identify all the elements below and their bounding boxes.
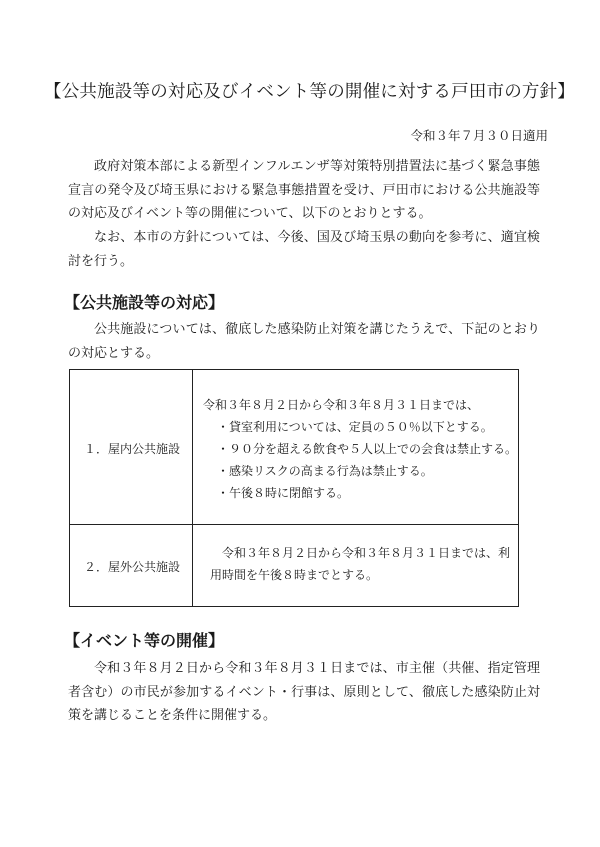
outdoor-facility-policy: 令和３年８月２日から令和３年８月３１日までは、利用時間を午後８時までとする。 (210, 546, 511, 582)
indoor-facility-policy (203, 394, 518, 504)
events-text: 令和３年８月２日から令和３年８月３１日までは、市主催（共催、指定管理者含む）の市民が参加するイベント・行事は、原則として、徹底した感染防止対策を講じることを条件に開催する。 (68, 661, 540, 723)
effective-date: 令和３年７月３０日適用 (410, 128, 548, 143)
indoor-policy-list (203, 416, 518, 504)
table-row-divider (70, 524, 518, 525)
indoor-policy-lead: 令和３年８月２日から令和３年８月３１日までは、 (203, 398, 480, 412)
intro-paragraph-2: なお、本市の方針については、今後、国及び埼玉県の動向を参考に、適宜検討を行う。 (68, 230, 540, 269)
indoor-policy-item: ・感染リスクの高まる行為は禁止する。 (217, 464, 433, 478)
indoor-facility-label: １．屋内公共施設 (84, 442, 181, 456)
indoor-policy-item: ・午後８時に閉館する。 (217, 486, 350, 500)
events-heading: 【イベント等の開催】 (64, 631, 225, 650)
document-title: 【公共施設等の対応及びイベント等の開催に対する戸田市の方針】 (44, 82, 575, 102)
table-column-divider (192, 370, 193, 606)
facilities-heading: 【公共施設等の対応】 (64, 293, 225, 312)
facilities-table (69, 369, 519, 607)
intro-paragraph-1: 政府対策本部による新型インフルエンザ等対策特別措置法に基づく緊急事態宣言の発令及び埼玉県における緊急事態措置を受け、戸田市における公共施設等の対応及びイベント等の開催について、以下のとおりとする。 (68, 159, 540, 221)
indoor-policy-item: ・貸室利用については、定員の５０％以下とする。 (217, 420, 493, 434)
facilities-text: 公共施設については、徹底した感染防止対策を講じたうえで、下記のとおりの対応とする。 (68, 322, 540, 361)
indoor-policy-item: ・９０分を超える飲食や５人以上での会食は禁止する。 (217, 442, 518, 456)
outdoor-facility-label: ２．屋外公共施設 (84, 560, 181, 574)
